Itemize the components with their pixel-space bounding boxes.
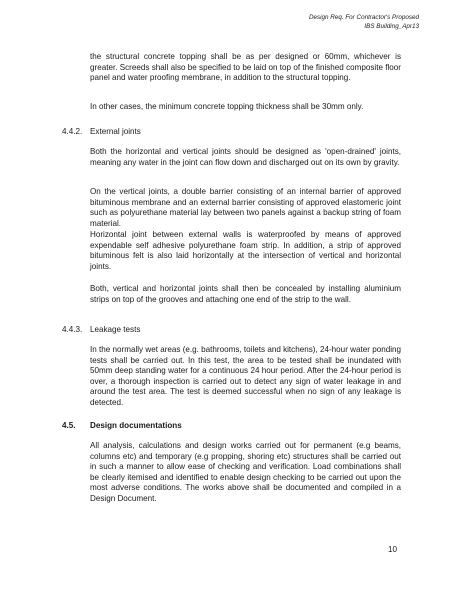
section-title: Leakage tests [90,325,141,334]
running-header [309,14,419,31]
section-number: 4.5. [62,421,76,430]
header-title: Design Req. For Contractor's Proposed [308,14,419,21]
paragraph-concealment: Both, vertical and horizontal joints shall then be concealed by installing aluminium strips on top of the grooves and attaching one end of the strip to the wall. [90,284,401,304]
paragraph-open-drained: Both the horizontal and vertical joints should be designed as 'open-drained' joints, meaning any water in the joint can flow down and discharged out on its own by gravity. [90,147,401,167]
section-title: External joints [90,127,141,136]
header-subtitle: IBS Building_Apr13 [364,22,419,30]
paragraph-horizontal-joint: Horizontal joint between external walls is waterproofed by means of approved expendable self adhesive polyurethane foam strip. In addition, a strip of approved bituminous felt is also laid horizontally at the intersection of vertical and horizontal joints. [90,230,401,271]
section-number: 4.4.2. [62,127,83,136]
paragraph-ponding-test: In the normally wet areas (e.g. bathrooms, toilets and kitchens), 24-hour water ponding tests shall be carried out. In this test, the area to be tested shall be inundated with 50mm deep standing water for a continuous 24 hour period. After the 24-hour period is over, a thorough inspection is carried out to detect any sign of water leakage in and around the test area. The test is deemed successful when no sign of any leakage is detected. [90,345,401,407]
paragraph-topping: the structural concrete topping shall be as per designed or 60mm, whichever is greater. Screeds shall also be specified to be laid on top of the finished composite floor panel and water proofing membrane, in addition to the structural topping. [90,52,401,82]
paragraph-vertical-joints: On the vertical joints, a double barrier consisting of an internal barrier of approved bituminous membrane and an external barrier consisting of approved elastomeric joint such as polyurethane material lay between two panels against a backup string of foam material. [90,187,401,228]
section-number: 4.4.3. [62,325,83,334]
section-title: Design documentations [90,421,182,430]
paragraph-design-document: All analysis, calculations and design works carried out for permanent (e.g beams, columns etc) and temporary (e.g propping, shoring etc) structures shall be carried out in such a manner to allow ease of checking and verification. Load combinations shall be clearly itemised and identified to enable design checking to be carried out upon the most adverse conditions. The works above shall be documented and compiled in a Design Document. [90,441,401,503]
page-number: 10 [388,545,398,554]
paragraph-min-topping: In other cases, the minimum concrete topping thickness shall be 30mm only. [90,102,364,111]
